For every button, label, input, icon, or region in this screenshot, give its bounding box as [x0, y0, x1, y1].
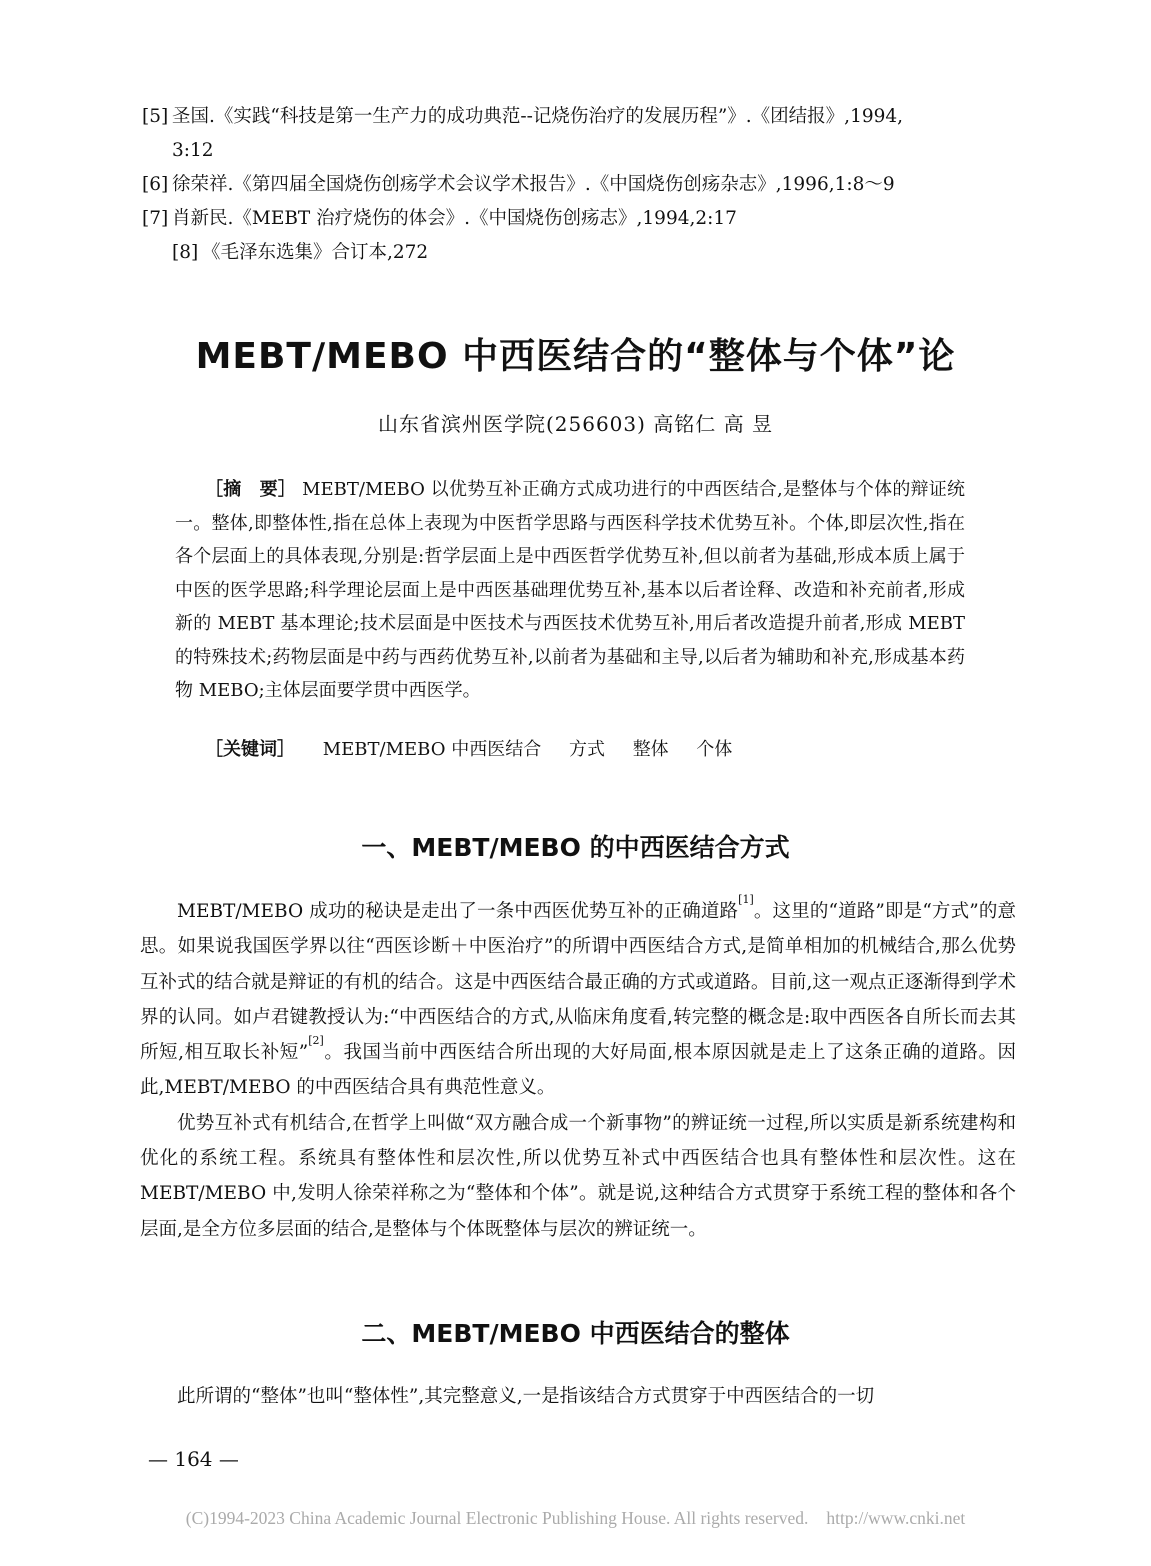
reference-text: 徐荣祥.《第四届全国烧伤创疡学术会议学术报告》.《中国烧伤创疡杂志》,1996,1:8～9: [172, 174, 895, 195]
section-body: [140, 894, 1016, 1247]
reference-number: [6]: [142, 174, 169, 195]
paragraph: 此所谓的“整体”也叫“整体性”,其完整意义,一是指该结合方式贯穿于中西医结合的一切: [177, 1386, 875, 1407]
reference-item: [142, 168, 1042, 202]
abstract-text: MEBT/MEBO 以优势互补正确方式成功进行的中西医结合,是整体与个体的辩证统一。整体,即整体性,指在总体上表现为中医哲学思路与西医科学技术优势互补。个体,即层次性,指在各个层面上的具体表现,分别是:哲学层面上是中西医哲学优势互补,但以前者为基础,形成本质上属于中医的医学思路;科学理论层面上是中西医基础理优势互补,基本以后者诠释、改造和补充前者,形成新的 MEBT 基本理论;技术层面是中医技术与西医技术优势互补,用后者改造提升前者,形成 MEBT 的特殊技术;药物层面是中药与西药优势互补,以前者为基础和主导,以后者为辅助和补充,形成基本药物 MEBO;主体层面要学贯中西医学。: [175, 479, 965, 701]
author-line: 山东省滨州医学院(256603) 高铭仁 高 昱: [377, 412, 774, 436]
citation: [2]: [308, 1034, 324, 1048]
reference-text: 《毛泽东选集》合订本,272: [202, 242, 429, 263]
reference-item: [142, 236, 1042, 270]
article-title: MEBT/MEBO 中西医结合的“整体与个体”论: [195, 336, 956, 377]
reference-number: [8]: [172, 242, 199, 263]
keywords: [205, 735, 732, 761]
copyright-footer: [0, 1508, 1151, 1529]
keywords-label: ［关键词］: [205, 739, 295, 760]
keyword: MEBT/MEBO 中西医结合: [322, 739, 542, 760]
copyright-text: (C)1994-2023 China Academic Journal Electronic Publishing House. All rights reserved.: [185, 1508, 809, 1528]
reference-item: [142, 202, 1042, 236]
keyword: 整体: [632, 739, 669, 760]
section-body: [140, 1379, 1016, 1414]
reference-list: [142, 100, 1042, 270]
reference-number: [5]: [142, 106, 169, 127]
abstract-label: ［摘 要］: [205, 479, 297, 500]
keyword: 方式: [568, 739, 605, 760]
paragraph: [140, 894, 1016, 1106]
paragraph-text: MEBT/MEBO 成功的秘诀是走出了一条中西医优势互补的正确道路: [177, 901, 739, 922]
keyword: 个体: [696, 739, 733, 760]
citation: [1]: [738, 893, 754, 906]
reference-text: 肖新民.《MEBT 治疗烧伤的体会》.《中国烧伤创疡志》,1994,2:17: [172, 208, 737, 229]
paragraph: 优势互补式有机结合,在哲学上叫做“双方融合成一个新事物”的辨证统一过程,所以实质是新系统建构和优化的系统工程。系统具有整体性和层次性,所以优势互补式中西医结合也具有整体性和层次性。这在 MEBT/MEBO 中,发明人徐荣祥称之为“整体和个体”。就是说,这种结合方式贯穿于系统工程的整体和各个层面,是全方位多层面的结合,是整体与个体既整体与层次的辨证统一。: [140, 1112, 1016, 1240]
reference-number: [7]: [142, 208, 169, 229]
paragraph-text: 。我国当前中西医结合所出现的大好局面,根本原因就是走上了这条正确的道路。因此,MEBT/MEBO 的中西医结合具有典范性意义。: [140, 1042, 1016, 1099]
reference-text: 圣国.《实践“科技是第一生产力的成功典范--记烧伤治疗的发展历程”》.《团结报》,1994,: [172, 106, 904, 127]
page-number: — 164 —: [148, 1447, 239, 1471]
paragraph-text: 。这里的“道路”即是“方式”的意思。如果说我国医学界以往“西医诊断＋中医治疗”的所谓中西医结合方式,是简单相加的机械结合,那么优势互补式的结合就是辩证的有机的结合。这是中西医结合最正确的方式或道路。目前,这一观点正逐渐得到学术界的认同。如卢君键教授认为:“中西医结合的方式,从临床角度看,转完整的概念是:取中西医各自所长而去其所短,相互取长补短”: [140, 901, 1016, 1064]
reference-item: [142, 100, 1042, 168]
abstract: [175, 473, 965, 708]
section-heading: 一、MEBT/MEBO 的中西医结合方式: [361, 833, 790, 862]
section-heading: 二、MEBT/MEBO 中西医结合的整体: [361, 1319, 790, 1348]
reference-continuation: 3:12: [172, 140, 214, 161]
site-url: http://www.cnki.net: [826, 1508, 966, 1528]
